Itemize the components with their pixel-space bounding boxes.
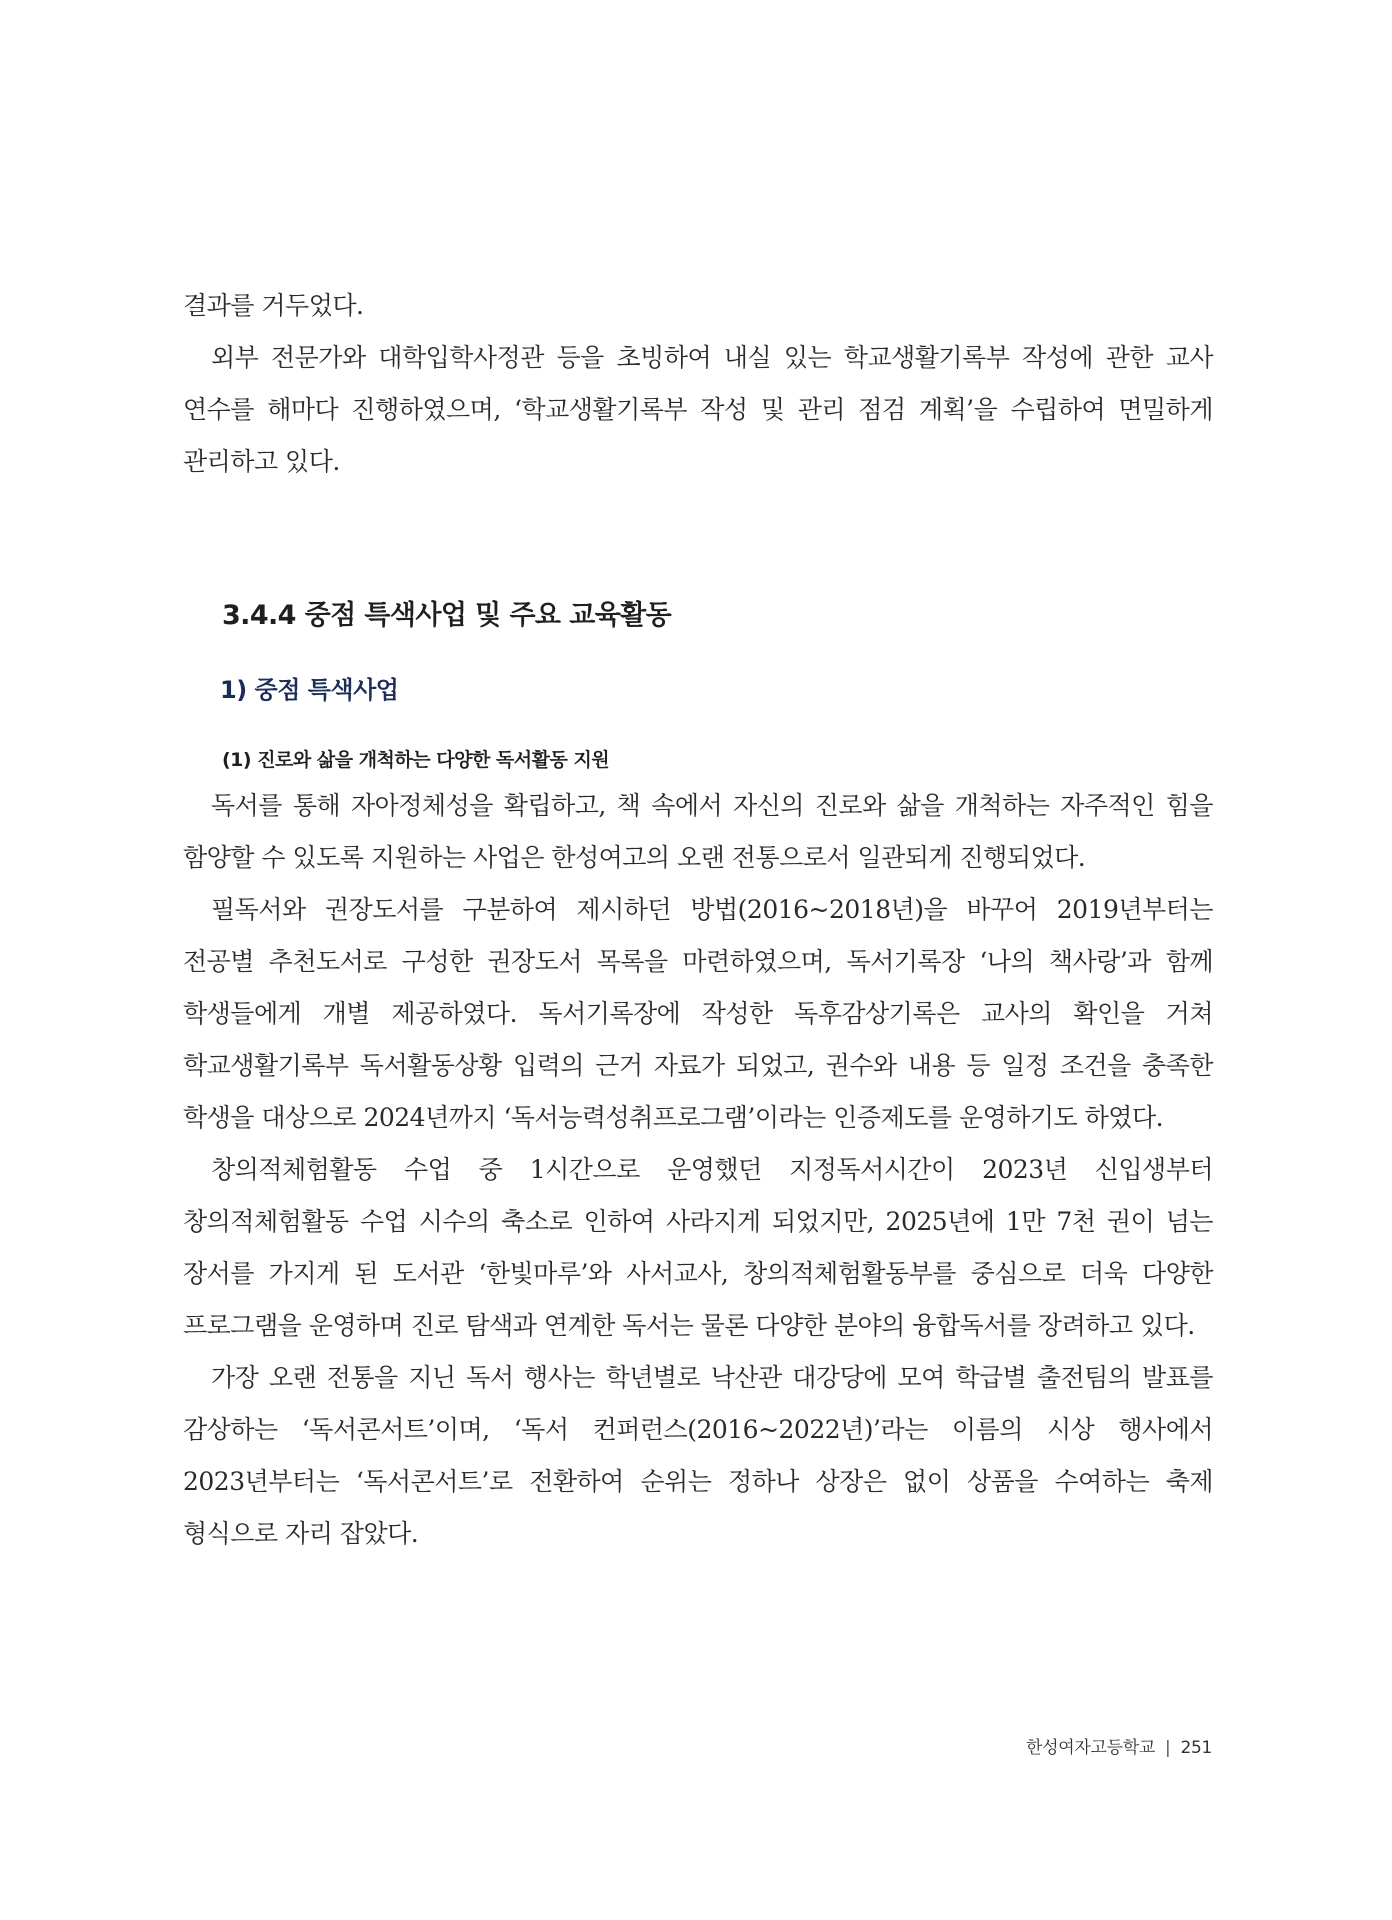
sub-sub-heading: (1) 진로와 삶을 개척하는 다양한 독서활동 지원 <box>222 749 610 771</box>
body-paragraph-3: 창의적체험활동 수업 중 1시간으로 운영했던 지정독서시간이 2023년 신입생부터 창의적체험활동 수업 시수의 축소로 인하여 사라지게 되었지만, 2025년에 1만 7천 권이 넘는 장서를 가지게 된 도서관 ‘한빛마루’와 사서교사, 창의적체험활동부를 중심으로 더욱 다양한 프로그램을 운영하며 진로 탐색과 연계한 독서는 물론 다양한 분야의 융합독서를 장려하고 있다. <box>183 1155 1213 1340</box>
intro-paragraph-1: 결과를 거두었다. <box>183 291 364 320</box>
page-footer <box>1026 1733 1212 1758</box>
section-body-block <box>183 780 1213 1560</box>
sub-heading: 1) 중점 특색사업 <box>220 676 399 704</box>
intro-text-block <box>183 280 1213 488</box>
footer-school-name: 한성여자고등학교 <box>1026 1738 1155 1758</box>
body-paragraph-2: 필독서와 권장도서를 구분하여 제시하던 방법(2016~2018년)을 바꾸어 2019년부터는 전공별 추천도서로 구성한 권장도서 목록을 마련하였으며, 독서기록장 ‘나의 책사랑’과 함께 학생들에게 개별 제공하였다. 독서기록장에 작성한 독후감상기록은 교사의 확인을 거쳐 학교생활기록부 독서활동상황 입력의 근거 자료가 되었고, 권수와 내용 등 일정 조건을 충족한 학생을 대상으로 2024년까지 ‘독서능력성취프로그램’이라는 인증제도를 운영하기도 하였다. <box>183 895 1213 1132</box>
body-paragraph-1: 독서를 통해 자아정체성을 확립하고, 책 속에서 자신의 진로와 삶을 개척하는 자주적인 힘을 함양할 수 있도록 지원하는 사업은 한성여고의 오랜 전통으로서 일관되게 진행되었다. <box>183 791 1213 872</box>
page-number: 251 <box>1180 1738 1212 1758</box>
section-heading: 3.4.4 중점 특색사업 및 주요 교육활동 <box>222 600 672 631</box>
footer-separator: | <box>1165 1738 1171 1758</box>
intro-paragraph-2: 외부 전문가와 대학입학사정관 등을 초빙하여 내실 있는 학교생활기록부 작성에 관한 교사 연수를 해마다 진행하였으며, ‘학교생활기록부 작성 및 관리 점검 계획’을 수립하여 면밀하게 관리하고 있다. <box>183 343 1213 476</box>
body-paragraph-4: 가장 오랜 전통을 지닌 독서 행사는 학년별로 낙산관 대강당에 모여 학급별 출전팀의 발표를 감상하는 ‘독서콘서트’이며, ‘독서 컨퍼런스(2016~2022년)’라는 이름의 시상 행사에서 2023년부터는 ‘독서콘서트’로 전환하여 순위는 정하나 상장은 없이 상품을 수여하는 축제 형식으로 자리 잡았다. <box>183 1363 1213 1548</box>
